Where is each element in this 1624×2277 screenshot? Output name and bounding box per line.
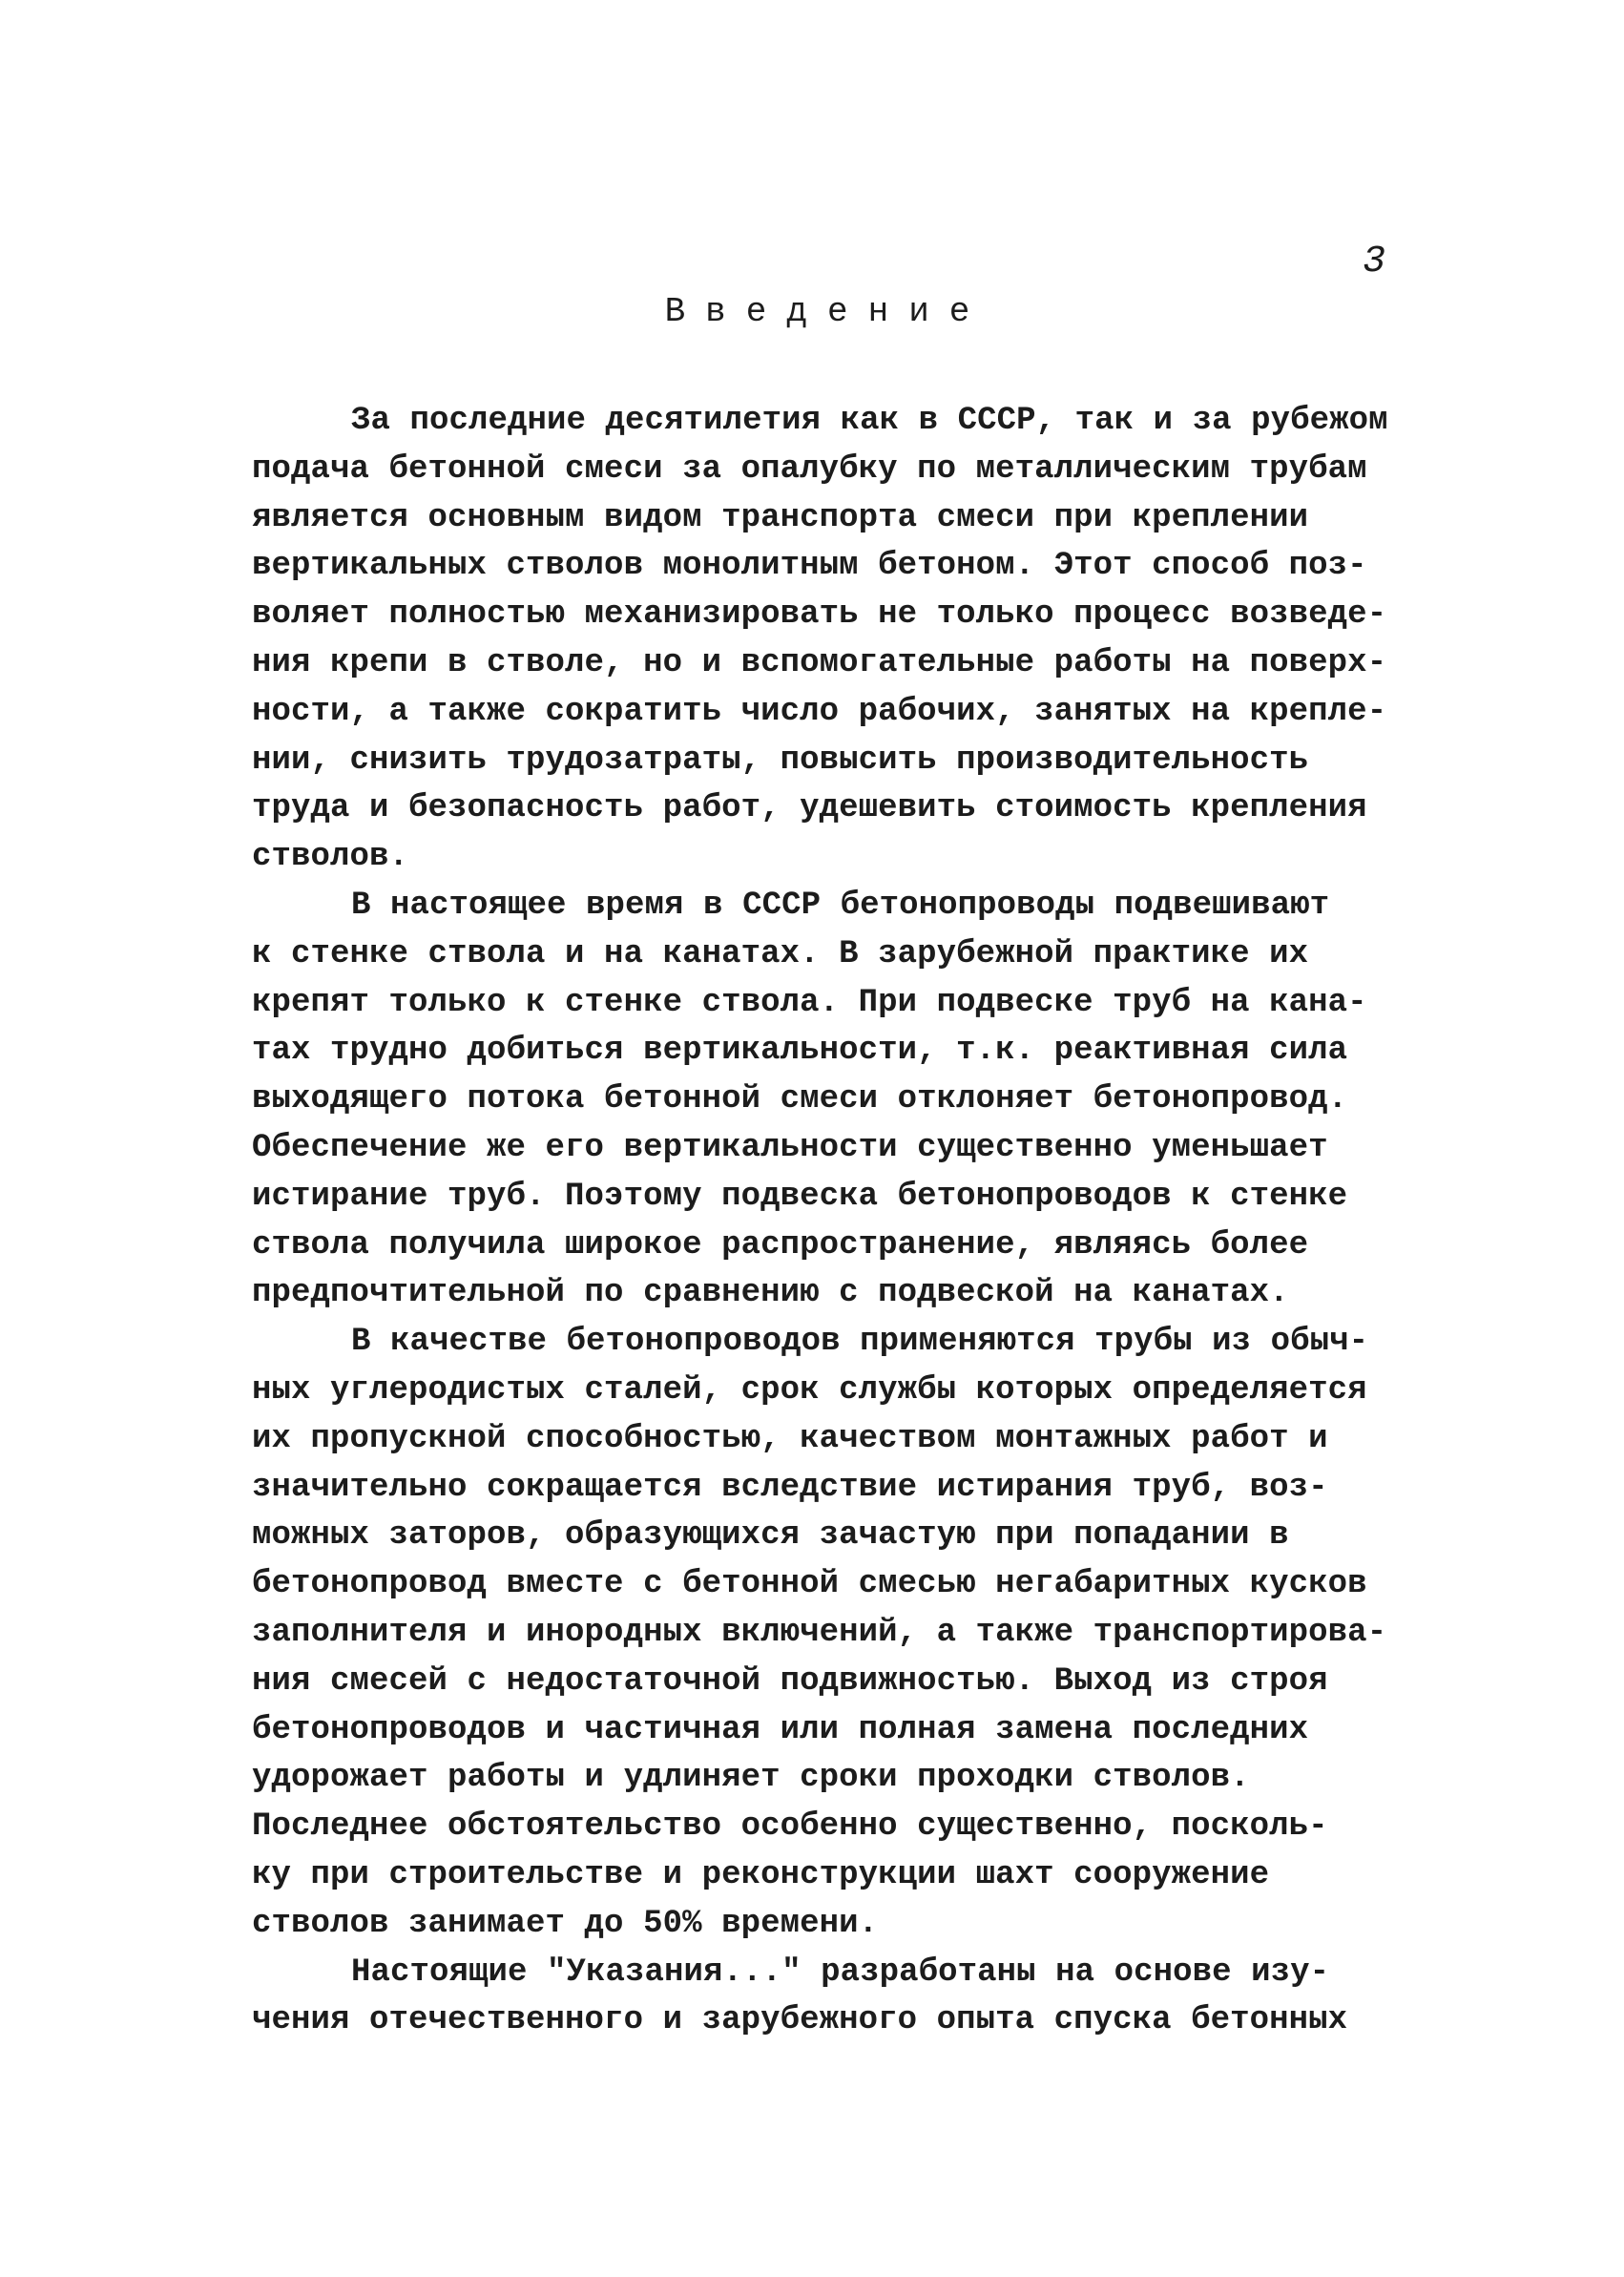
- text-line: вертикальных стволов монолитным бетоном. Этот способ поз-: [252, 548, 1367, 585]
- text-line: к стенке ствола и на канатах. В зарубежной практике их: [252, 935, 1309, 972]
- text-line: можных заторов, образующихся зачастую при попадании в: [252, 1517, 1289, 1555]
- text-line: чения отечественного и зарубежного опыта спуска бетонных: [252, 2002, 1348, 2039]
- text-line: выходящего потока бетонной смеси отклоняет бетонопровод.: [252, 1081, 1348, 1118]
- text-line: заполнителя и инородных включений, а также транспортирова-: [252, 1614, 1387, 1651]
- text-line: ния смесей с недостаточной подвижностью. Выход из строя: [252, 1662, 1328, 1700]
- text-line: ку при строительстве и реконструкции шахт сооружение: [252, 1856, 1270, 1893]
- body-text: [252, 397, 1435, 2045]
- text-line: их пропускной способностью, качеством монтажных работ и: [252, 1420, 1328, 1457]
- text-line: Обеспечение же его вертикальности существенно уменьшает: [252, 1129, 1328, 1166]
- section-title: Введение: [664, 292, 990, 331]
- text-line: ния крепи в стволе, но и вспомогательные работы на поверх-: [252, 644, 1387, 681]
- text-line: Последнее обстоятельство особенно существенно, посколь-: [252, 1808, 1328, 1846]
- text-line: В качестве бетонопроводов применяются трубы из обыч-: [351, 1324, 1369, 1361]
- page-number: 3: [1363, 240, 1386, 283]
- text-line: нии, снизить трудозатраты, повысить производительность: [252, 742, 1309, 779]
- text-line: За последние десятилетия как в СССР, так и за рубежом: [351, 403, 1388, 439]
- text-line: ных углеродистых сталей, срок службы которых определяется: [252, 1371, 1367, 1409]
- text-line: ности, а также сократить число рабочих, занятых на крепле-: [252, 693, 1387, 730]
- text-line: значительно сокращается вследствие истирания труб, воз-: [252, 1469, 1328, 1506]
- text-line: воляет полностью механизировать не только процесс возведе-: [252, 596, 1387, 634]
- text-line: стволов занимает до 50% времени.: [252, 1905, 879, 1942]
- text-line: удорожает работы и удлиняет сроки проходки стволов.: [252, 1760, 1250, 1797]
- text-line: Настоящие "Указания..." разработаны на основе изу-: [351, 1953, 1330, 1991]
- text-line: является основным видом транспорта смеси при креплении: [252, 499, 1309, 536]
- text-line: В настоящее время в СССР бетонопроводы подвешивают: [351, 887, 1330, 924]
- text-line: подача бетонной смеси за опалубку по металлическим трубам: [252, 450, 1367, 488]
- text-line: ствола получила широкое распространение, являясь более: [252, 1226, 1309, 1264]
- text-line: крепят только к стенке ствола. При подвеске труб на кана-: [252, 984, 1367, 1021]
- text-line: стволов.: [252, 839, 409, 876]
- text-line: тах трудно добиться вертикальности, т.к. реактивная сила: [252, 1033, 1348, 1070]
- text-line: истирание труб. Поэтому подвеска бетонопроводов к стенке: [252, 1178, 1348, 1215]
- text-line: труда и безопасность работ, удешевить стоимость крепления: [252, 790, 1367, 827]
- text-line: предпочтительной по сравнению с подвеской на канатах.: [252, 1275, 1289, 1312]
- text-line: бетонопроводов и частичная или полная замена последних: [252, 1711, 1309, 1748]
- text-line: бетонопровод вместе с бетонной смесью негабаритных кусков: [252, 1566, 1367, 1603]
